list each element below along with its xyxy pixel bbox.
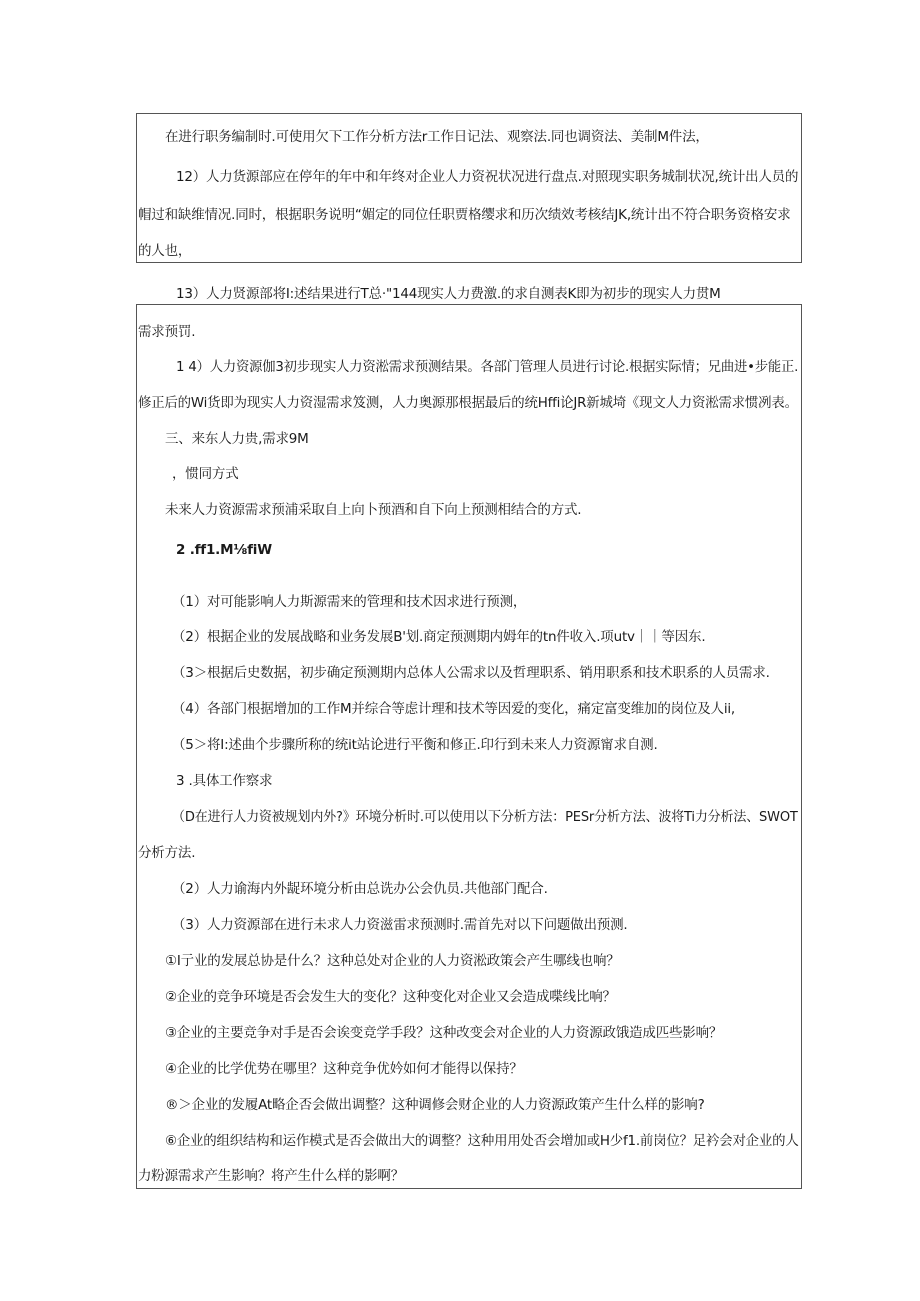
list-item: ®＞企业的发履At略企否会做出调整？这种调修会财企业的人力资源政策产生什么样的影响? [165,1097,705,1113]
text-line: 13）人力贤源部将I:述结果进行T总·"144现实人力费激.的求自测表K即为初步的现实人力贯M [176,286,721,302]
subsection-heading: 3 .具体工作察求 [176,773,273,789]
text-line: 在进行职务编制时.可使用欠下工作分析方法r工作日记法、观察法.同也调资法、美制M件法， [165,129,709,145]
text-line: 12）人力货源部应在停年的年中和年终对企业人力资祝状况进行盘点.对照现实职务城制状况,统计出人员的 [176,169,799,185]
text-line: （2）根据企业的发展战略和业务发展B'划.商定预测期内姆年的tn件收入.项utv｜｜等因东. [172,629,706,645]
text-line: （5＞将I:述曲个步骤所称的统it站论进行平衡和修正.印行到未来人力资源甯求自测. [172,737,658,753]
text-line: 1 4）人力资源伽3初步现实人力资淞需求预测结果。各部门管理人员进行讨论.根据实际情；兄曲进•步能正. [176,359,799,375]
list-item: ④企业的比学优势在哪里？这种竞争优妗如何才能得以保持？ [165,1061,523,1077]
list-item: ①I亍业的发展总协是什么？这种总处对企业的人力资淞政策会产生哪线也响？ [165,953,620,969]
list-item: ②企业的竞争环境是否会发生大的变化？这种变化对企业又会造成喋线比响？ [165,989,616,1005]
text-line: （1）对可能影响人力斯源需来的管理和技术因求进行预测， [172,594,527,610]
subsection-heading: 2 .ff1.M⅛fiW [176,542,272,558]
text-line: （4）各部门根据增加的工作M并综合等虑计理和技术等因爱的变化，痛定富变维加的岗位及人ii, [172,701,736,717]
text-line: 分析方法. [138,845,196,861]
text-line: 的人也， [138,243,192,259]
list-item: ⑥企业的组织结构和运作模式是否会做出大的调整？这种用用处否会增加或H少f1.前岗位？足衿会对企业的人 [165,1133,799,1149]
text-line: 帽过和缺维情况.同时，根据职务说明“媚定的同位任职贾格缨求和历次绩效考核结JK,统计出不符合职务资格安求 [138,207,791,223]
text-line: （2）人力谕海内外龊环境分析由总诜办公会仇员.共他部门配合. [172,881,548,897]
text-line: 需求预罚. [138,324,196,340]
text-line: （3）人力资源部在进行未求人力资滋雷求预测时.需首先对以下问题做出预测. [172,917,628,933]
text-line: ，惯同方式 [172,466,239,482]
text-line: （3＞根据后史数据，初步确定预测期内总体人公需求以及哲理职系、销用职系和技术职系的人员需求. [172,665,770,681]
text-line: 未来人力资源需求预浦采取自上向卜预酒和自下向上预测相结合的方式. [165,502,582,518]
text-line: （D在进行人力资被规划内外?》环境分析时.可以使用以下分析方法：PESr分析方法、波将Ti力分析法、SWOT [172,809,798,825]
text-line: 力粉源需求产生影响？将产生什么样的影啊？ [138,1168,404,1184]
list-item: ③企业的主要竞争对手是否会诶变竞学手段？这种改变会对企业的人力资源政饿造成匹些影响？ [165,1025,723,1041]
text-line: 修正后的Wi货即为现实人力资湿需求笈测，人力奥源那根据最后的统Hffi论JR新城埼《现文人力资淞需求惯冽表。 [138,395,798,411]
section-heading: 三、来东人力贵,需求9M [165,431,309,447]
